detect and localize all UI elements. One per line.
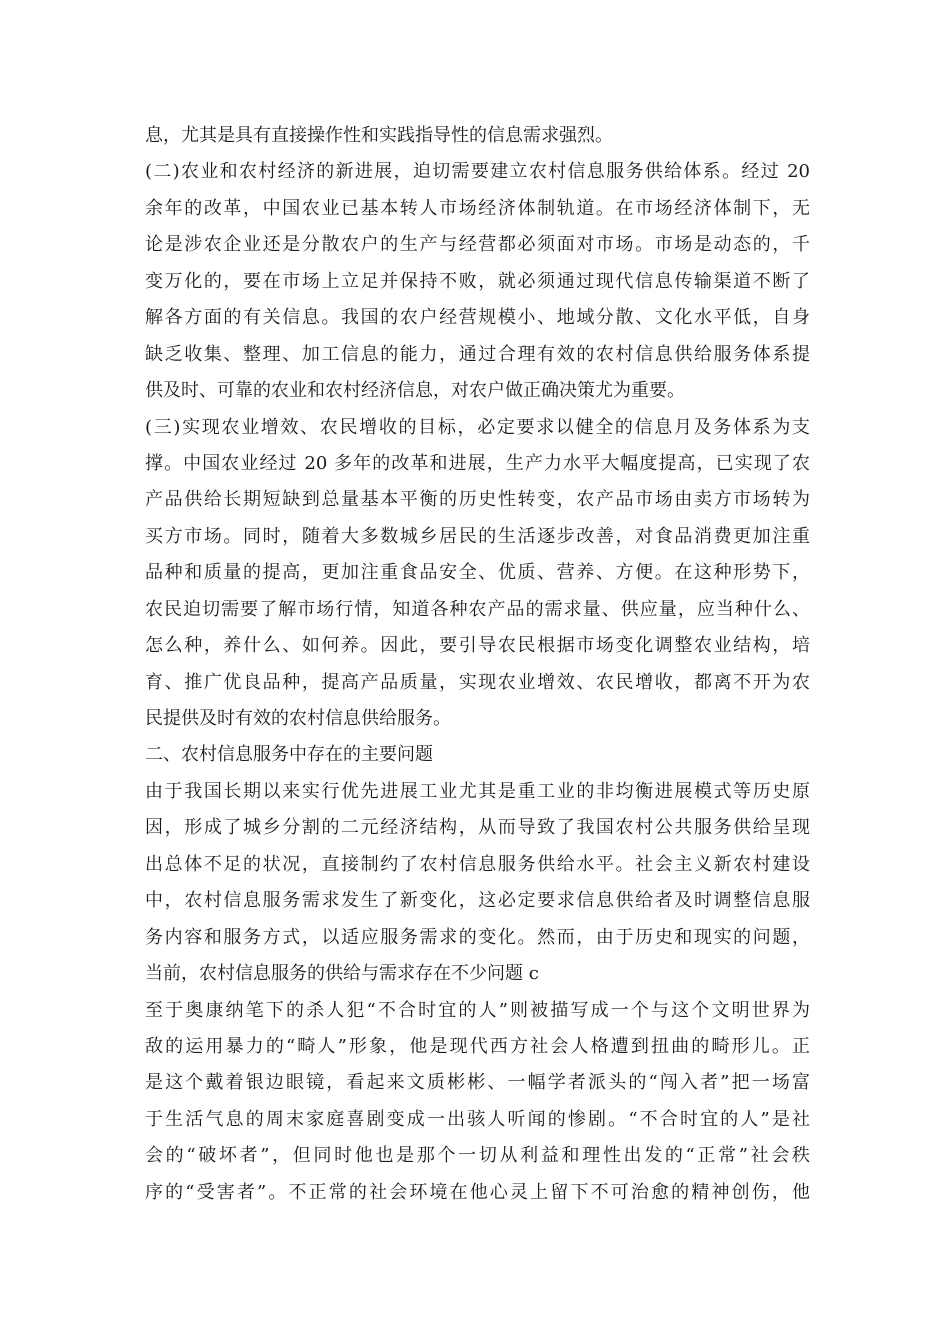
text-line: 敌的运用暴力的“畸人”形象，他是现代西方社会人格遭到扭曲的畸形儿。正 — [145, 1035, 810, 1057]
text-line: 产品供给长期短缺到总量基本平衡的历史性转变，农产品市场由卖方市场转为 — [145, 489, 810, 511]
text-line: 于生活气息的周末家庭喜剧变成一出骇人听闻的惨剧。“不合时宜的人”是社 — [145, 1108, 810, 1130]
text-line: 撑。中国农业经过 20 多年的改革和进展，生产力水平大幅度提高，已实现了农 — [145, 452, 810, 474]
text-line: 当前，农村信息服务的供给与需求存在不少问题 c — [145, 963, 539, 985]
text-line: 论是涉农企业还是分散农户的生产与经营都必须面对市场。市场是动态的，千 — [145, 234, 810, 256]
text-line: 品种和质量的提高，更加注重食品安全、优质、营养、方便。在这种形势下， — [145, 562, 810, 584]
text-line: 解各方面的有关信息。我国的农户经营规模小、地域分散、文化水平低，自身 — [145, 307, 810, 329]
text-line: 因，形成了城乡分割的二元经济结构，从而导致了我国农村公共服务供给呈现 — [145, 817, 810, 839]
text-line: 怎么种，养什么、如何养。因此，要引导农民根据市场变化调整农业结构，培 — [145, 635, 810, 657]
text-line: 出总体不足的状况，直接制约了农村信息服务供给水平。社会主义新农村建设 — [145, 853, 810, 875]
text-line: 农民迫切需要了解市场行情，知道各种农产品的需求量、供应量，应当种什么、 — [145, 598, 810, 620]
section-heading: 二、农村信息服务中存在的主要问题 — [145, 744, 433, 766]
text-line: 序的“受害者”。不正常的社会环境在他心灵上留下不可治愈的精神创伤，他 — [145, 1181, 810, 1203]
text-line: 息，尤其是具有直接操作性和实践指导性的信息需求强烈。 — [145, 125, 613, 146]
text-line: 余年的改革，中国农业已基本转人市场经济体制轨道。在市场经济体制下，无 — [145, 197, 810, 219]
text-line: 育、推广优良品种，提高产品质量，实现农业增效、农民增收，都离不开为农 — [145, 671, 810, 693]
document-body — [145, 118, 810, 1211]
text-line: 由于我国长期以来实行优先进展工业尤其是重工业的非均衡进展模式等历史原 — [145, 780, 810, 802]
text-line: (三)实现农业增效、农民增收的目标，必定要求以健全的信息月及务体系为支 — [145, 416, 810, 438]
text-line: 变万化的，要在市场上立足并保持不败，就必须通过现代信息传输渠道不断了 — [145, 270, 810, 292]
text-line: 会的“破坏者”，但同时他也是那个一切从利益和理性出发的“正常”社会秩 — [145, 1145, 810, 1167]
text-line: 买方市场。同时，随着大多数城乡居民的生活逐步改善，对食品消费更加注重 — [145, 525, 810, 547]
text-line: 中，农村信息服务需求发生了新变化，这必定要求信息供给者及时调整信息服 — [145, 890, 810, 912]
text-line: (二)农业和农村经济的新进展，迫切需要建立农村信息服务供给体系。经过 20 — [145, 161, 810, 183]
text-line: 至于奥康纳笔下的杀人犯“不合时宜的人”则被描写成一个与这个文明世界为 — [145, 999, 810, 1021]
text-line: 是这个戴着银边眼镜，看起来文质彬彬、一幅学者派头的“闯入者”把一场富 — [145, 1072, 810, 1094]
text-line: 民提供及时有效的农村信息供给服务。 — [145, 708, 451, 729]
text-line: 缺乏收集、整理、加工信息的能力，通过合理有效的农村信息供给服务体系提 — [145, 343, 810, 365]
text-line: 供及时、可靠的农业和农村经济信息，对农户做正确决策尤为重要。 — [145, 380, 685, 402]
text-line: 务内容和服务方式，以适应服务需求的变化。然而，由于历史和现实的问题， — [145, 926, 810, 948]
